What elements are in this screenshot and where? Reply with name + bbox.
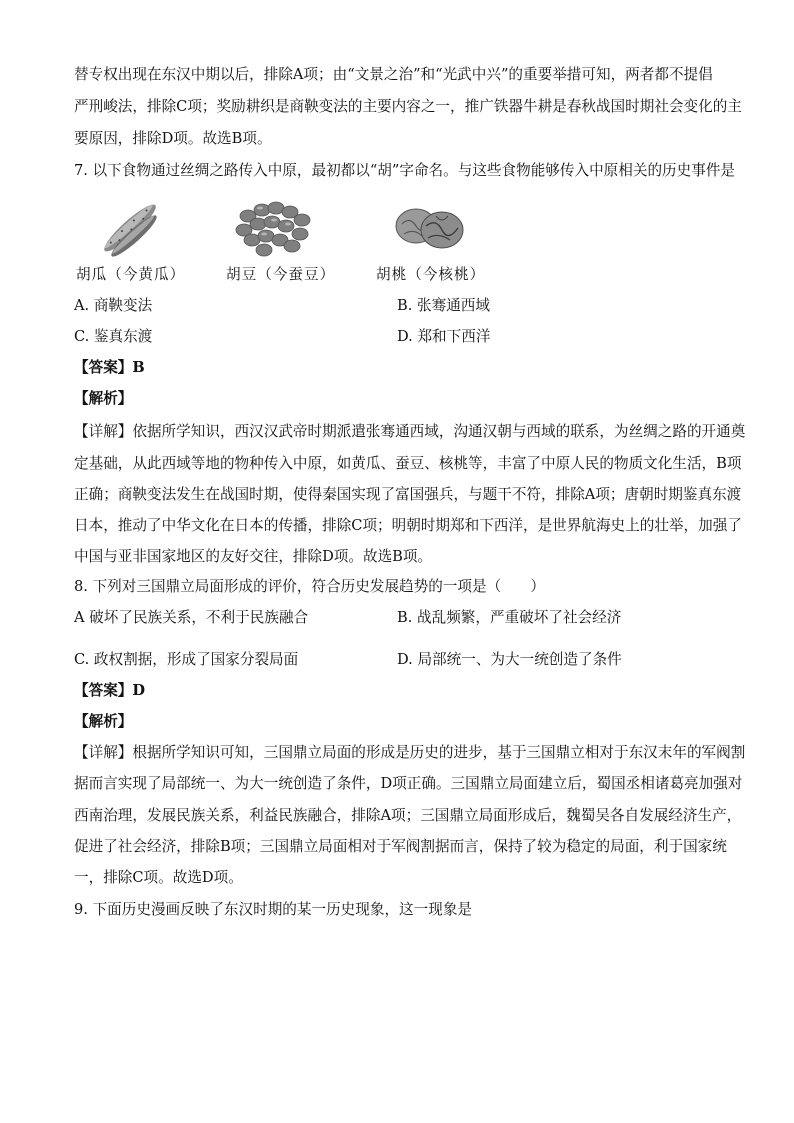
- cucumber-image: [94, 196, 166, 260]
- q8-option-b: B. 战乱频繁，严重破坏了社会经济: [397, 609, 622, 626]
- prev-answer-line-3: 要原因，排除D项。故选B项。: [74, 130, 272, 147]
- q8-option-d: D. 局部统一、为大一统创造了条件: [397, 651, 622, 668]
- q9-stem: 9. 下面历史漫画反映了东汉时期的某一历史现象，这一现象是: [74, 901, 473, 918]
- q8-detail-line-1: 【详解】根据所学知识可知，三国鼎立局面的形成是历史的进步，基于三国鼎立相对于东汉末年的军阀割: [74, 744, 746, 761]
- q8-detail-line-5: 一，排除C项。故选D项。: [74, 869, 243, 886]
- q7-detail-line-4: 日本，推动了中华文化在日本的传播，排除C项；明朝时期郑和下西洋，是世界航海史上的壮举，加强了: [74, 517, 742, 534]
- q7-detail-line-2: 定基础，从此西域等地的物种传入中原，如黄瓜、蚕豆、核桃等，丰富了中原人民的物质文化生活，B项: [74, 455, 742, 472]
- food-label-broad-bean: 胡豆（今蚕豆）: [226, 266, 336, 283]
- q7-answer: 【答案】B: [74, 359, 145, 376]
- q7-option-a: A. 商鞅变法: [74, 297, 153, 314]
- q8-answer: 【答案】D: [74, 682, 146, 699]
- q7-stem: 7. 以下食物通过丝绸之路传入中原，最初都以“胡”字命名。与这些食物能够传入中原相关的历史事件是: [74, 162, 736, 179]
- q8-analysis-title: 【解析】: [74, 713, 133, 730]
- food-label-cucumber: 胡瓜（今黄瓜）: [76, 266, 186, 283]
- walnut-image: [392, 196, 468, 260]
- broad-beans-image: [234, 196, 314, 260]
- q8-detail-line-3: 西南治理，发展民族关系，利益民族融合，排除A项；三国鼎立局面形成后，魏蜀吴各自发展经济生产，: [74, 807, 742, 824]
- q7-analysis-title: 【解析】: [74, 390, 133, 407]
- prev-answer-line-1: 替专权出现在东汉中期以后，排除A项；由“文景之治”和“光武中兴”的重要举措可知，两者都不提倡: [74, 66, 713, 83]
- q8-detail-line-2: 据而言实现了局部统一、为大一统创造了条件，D项正确。三国鼎立局面建立后，蜀国丞相诸葛亮加强对: [74, 775, 743, 792]
- q8-option-c: C. 政权割据，形成了国家分裂局面: [74, 651, 299, 668]
- q7-option-d: D. 郑和下西洋: [397, 328, 491, 345]
- q7-detail-line-1: 【详解】依据所学知识，西汉汉武帝时期派遣张骞通西域，沟通汉朝与西域的联系，为丝绸之路的开通奠: [74, 423, 746, 440]
- q7-option-c: C. 鉴真东渡: [74, 328, 153, 345]
- prev-answer-line-2: 严刑峻法，排除C项；奖励耕织是商鞅变法的主要内容之一，推广铁器牛耕是春秋战国时期社会变化的主: [74, 98, 742, 115]
- q8-stem: 8. 下列对三国鼎立局面形成的评价，符合历史发展趋势的一项是（ ）: [74, 578, 545, 595]
- q7-detail-line-3: 正确；商鞅变法发生在战国时期，使得秦国实现了富国强兵，与题干不符，排除A项；唐朝时期鉴真东渡: [74, 486, 742, 503]
- food-label-walnut: 胡桃（今核桃）: [376, 266, 486, 283]
- q7-detail-line-5: 中国与亚非国家地区的友好交往，排除D项。故选B项。: [74, 548, 433, 565]
- q7-option-b: B. 张骞通西域: [397, 297, 490, 314]
- q8-detail-line-4: 促进了社会经济，排除B项；三国鼎立局面相对于军阀割据而言，保持了较为稳定的局面，利于国家统: [74, 838, 727, 855]
- q8-option-a: A 破坏了民族关系，不利于民族融合: [74, 609, 309, 626]
